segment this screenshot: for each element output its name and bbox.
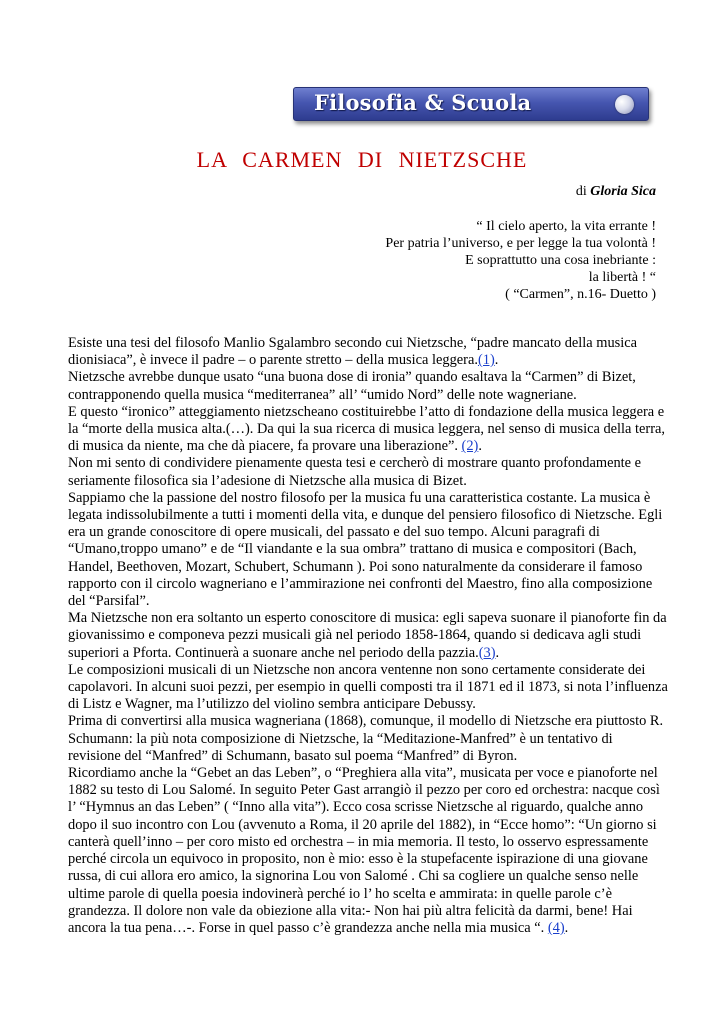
paragraph: Le composizioni musicali di un Nietzsche non ancora ventenne non sono certamente considerate dei capolavori. In alcuni suoi pezzi, per esempio in quelli composti tra il 1871 ed il 1873, si nota l’influenza di Listz e Wagner, ma l’utilizzo del violino sembra anticipare Debussy. (68, 661, 668, 713)
footnote-link[interactable]: (3) (478, 644, 496, 661)
paragraph: Esiste una tesi del filosofo Manlio Sgalambro secondo cui Nietzsche, “padre mancato della musica dionisiaca”, è invece il padre – o parente stretto – della musica leggera.(1). (68, 335, 638, 369)
epigraph-line: “ Il cielo aperto, la vita errante ! (476, 219, 656, 234)
footnote-link[interactable]: (4) (547, 919, 565, 936)
footnote-link[interactable]: (1) (477, 352, 495, 369)
epigraph-line: Per patria l’universo, e per legge la tua volontà ! (385, 236, 656, 251)
paragraph: Sappiamo che la passione del nostro filosofo per la musica fu una caratteristica costante. La musica è legata indissolubilmente a tutti i momenti della vita, e dunque del pensiero filosofico di Nietzsche. Egli era un grande conoscitore di opere musicali, del passato e del suo tempo. Alcuni paragrafi di “Umano,troppo umano” e de “Il viandante e la sua ombra” trattano di musica e compositori (Bach, Handel, Beethoven, Mozart, Schubert, Schumann ). Poi sono naturalmente da considerare il famoso rapporto con il circolo wagneriano e l’ammirazione nei confronti del Maestro, fino alla composizione del “Parsifal”. (68, 489, 663, 610)
paragraph: E questo “ironico” atteggiamento nietzscheano costituirebbe l’atto di fondazione della musica leggera e la “morte della musica alta.(…). Da qui la sua ricerca di musica leggera, nel senso di musica della terra, di musica da niente, ma che dà piacere, fa provare una liberazione”. (2). (68, 403, 665, 455)
paragraph: Ricordiamo anche la “Gebet an das Leben”, o “Preghiera alla vita”, musicata per voce e pianoforte nel 1882 su testo di Lou Salomé. In seguito Peter Gast arrangiò il pezzo per coro ed orchestra: nacque così l’ “Hymnus an das Leben” ( “Inno alla vita”). Ecco cosa scrisse Nietzsche al riguardo, qualche anno dopo il suo incontro con Lou (avvenuto a Roma, il 20 aprile del 1882), in “Ecce homo”: “Un giorno si canterà quell’inno – per coro misto ed orchestra – in mia memoria. Il testo, lo osservo espressamente perché circola un equivoco in proposito, non è mio: esso è la stupefacente ispirazione di una giovane russa, di cui allora ero amico, la signorina Lou von Salomé . Chi sa cogliere un qualche senso nelle ultime parole di quella poesia indovinerà perché io l’ ho scelta e ammirata: in quelle parole c’è grandezza. Il dolore non vale da obiezione alla vita:- Non hai più altra felicità da darmi, bene! Hai ancora la tua pena…-. Forse in quel passo c’è grandezza anche nella mia musica “. (4). (68, 765, 660, 936)
paragraph: Ma Nietzsche non era soltanto un esperto conoscitore di musica: egli sapeva suonare il pianoforte fin da giovanissimo e componeva pezzi musicali già nel periodo 1858-1864, quando si dedicava agli studi superiori a Pforta. Continuerà a suonare anche nel periodo della pazzia.(3). (68, 610, 667, 661)
author-prefix: di (575, 184, 587, 199)
orb-icon (615, 95, 634, 114)
banner-title: Filosofia & Scuola (314, 90, 532, 115)
footnote-link[interactable]: (2) (461, 438, 479, 455)
author-line (576, 183, 656, 200)
paragraph: Prima di convertirsi alla musica wagneriana (1868), comunque, il modello di Nietzsche era piuttosto R. Schumann: la più nota composizione di Nietzsche, la “Meditazione-Manfred” è un tentativo di revisione del “Manfred” di Schumann, basato sul poema “Manfred” di Byron. (68, 713, 664, 764)
epigraph-line: E soprattutto una cosa inebriante : (465, 253, 656, 268)
article-body (68, 335, 668, 937)
paragraph: Nietzsche avrebbe dunque usato “una buona dose di ironia” quando esaltava la “Carmen” di Bizet, contrapponendo quella musica “mediterranea” all’ “umido Nord” delle note wagneriane. (68, 369, 636, 403)
epigraph (385, 218, 656, 303)
epigraph-line: la libertà ! “ (588, 270, 656, 285)
site-banner (293, 87, 649, 121)
epigraph-citation: ( “Carmen”, n.16- Duetto ) (505, 287, 656, 302)
page-title: LA CARMEN DI NIETZSCHE (196, 147, 528, 172)
paragraph: Non mi sento di condividere pienamente questa tesi e cercherò di mostrare quanto profondamente e seriamente filosofica sia l’adesione di Nietzsche alla musica di Bizet. (68, 455, 642, 489)
author-name: Gloria Sica (590, 184, 656, 199)
